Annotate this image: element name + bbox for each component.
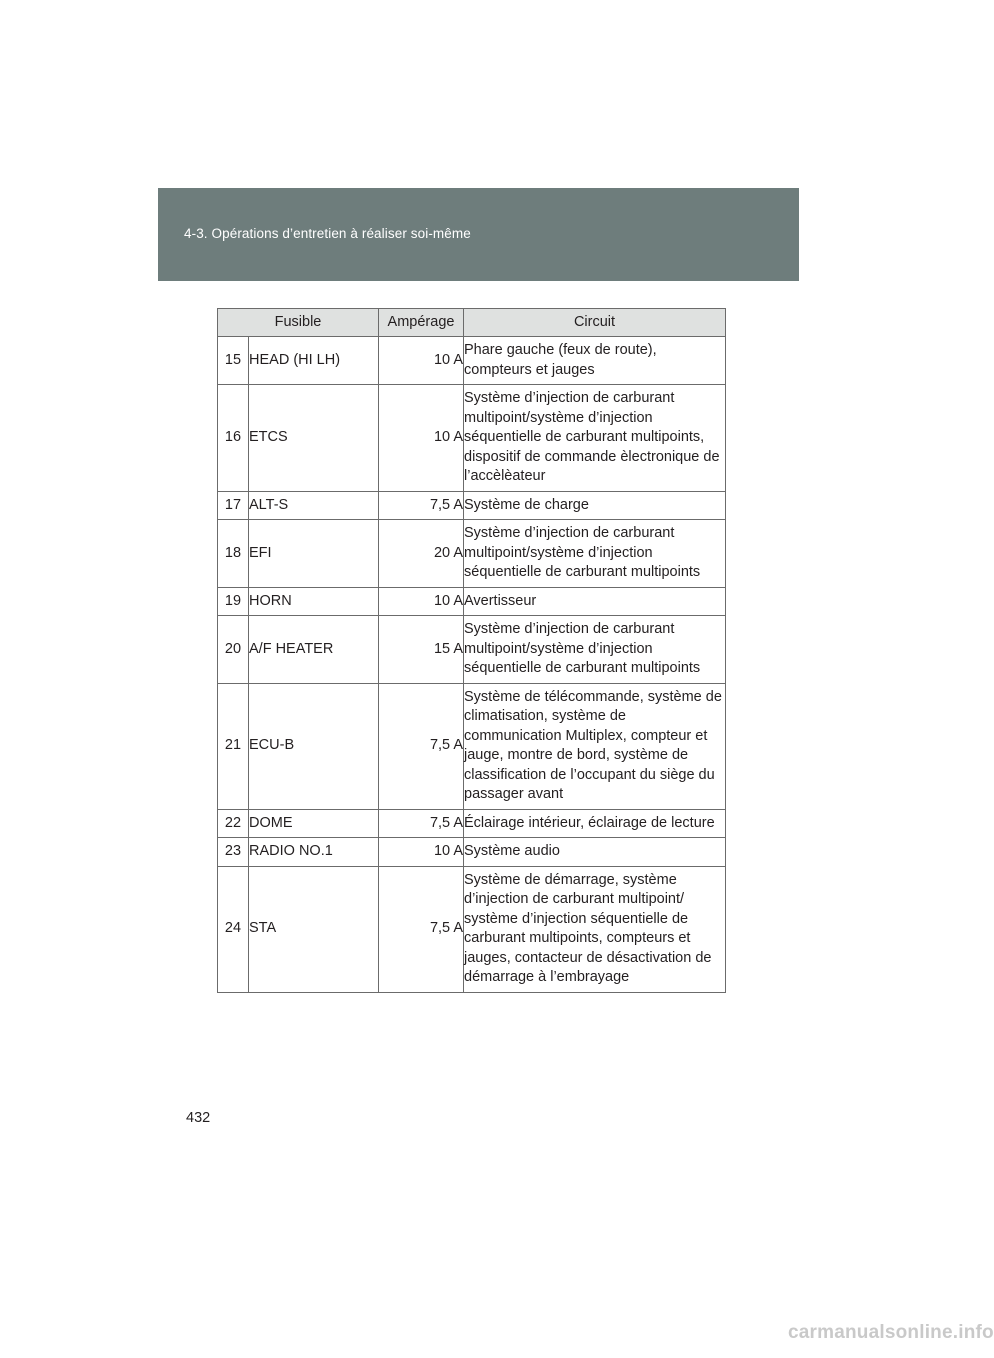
amperage-cell: 10 A: [379, 337, 464, 385]
table-row: [218, 491, 726, 520]
circuit-cell: Système audio: [464, 838, 726, 867]
amperage-cell: 15 A: [379, 616, 464, 684]
amperage-cell: 7,5 A: [379, 491, 464, 520]
fuse-name-cell: STA: [249, 866, 379, 992]
fuse-number-cell: 21: [218, 683, 249, 809]
circuit-cell: Phare gauche (feux de route), compteurs et jauges: [464, 337, 726, 385]
circuit-cell: Éclairage intérieur, éclairage de lecture: [464, 809, 726, 838]
circuit-cell: Système de charge: [464, 491, 726, 520]
fuse-number-cell: 18: [218, 520, 249, 588]
table-row: [218, 337, 726, 385]
fuse-name-cell: ETCS: [249, 385, 379, 492]
fuse-number-cell: 16: [218, 385, 249, 492]
column-header-fuse: Fusible: [218, 309, 379, 337]
table-row: [218, 866, 726, 992]
fuse-table: [217, 308, 726, 993]
fuse-name-cell: EFI: [249, 520, 379, 588]
circuit-cell: Système de télécommande, système de climatisation, système de communication Multiplex, compteur et jauge, montre de bord, système de classification de l’occupant du siège du passager avant: [464, 683, 726, 809]
section-title: 4-3. Opérations d’entretien à réaliser soi-même: [184, 226, 471, 241]
table-row: [218, 385, 726, 492]
circuit-cell: Système d’injection de carburant multipoint/système d’injection séquentielle de carburant multipoints, dispositif de commande èlectronique de l’accèlèateur: [464, 385, 726, 492]
fuse-name-cell: HORN: [249, 587, 379, 616]
fuse-name-cell: DOME: [249, 809, 379, 838]
fuse-number-cell: 19: [218, 587, 249, 616]
section-header: [158, 188, 799, 281]
circuit-cell: Système d’injection de carburant multipoint/système d’injection séquentielle de carburant multipoints: [464, 616, 726, 684]
fuse-number-cell: 23: [218, 838, 249, 867]
circuit-cell: Avertisseur: [464, 587, 726, 616]
amperage-cell: 7,5 A: [379, 683, 464, 809]
table-row: [218, 809, 726, 838]
fuse-number-cell: 22: [218, 809, 249, 838]
table-row: [218, 587, 726, 616]
circuit-cell: Système de démarrage, système d’injection de carburant multipoint/ système d’injection séquentielle de carburant multipoints, compteurs et jauges, contacteur de désactivation de démarrage à l’embrayage: [464, 866, 726, 992]
column-header-circuit: Circuit: [464, 309, 726, 337]
fuse-name-cell: ALT-S: [249, 491, 379, 520]
amperage-cell: 7,5 A: [379, 866, 464, 992]
table-row: [218, 520, 726, 588]
watermark: carmanualsonline.info: [788, 1322, 994, 1343]
table-row: [218, 616, 726, 684]
fuse-number-cell: 24: [218, 866, 249, 992]
table-header-row: [218, 309, 726, 337]
column-header-amperage: Ampérage: [379, 309, 464, 337]
fuse-name-cell: RADIO NO.1: [249, 838, 379, 867]
amperage-cell: 10 A: [379, 587, 464, 616]
fuse-name-cell: A/F HEATER: [249, 616, 379, 684]
amperage-cell: 10 A: [379, 838, 464, 867]
fuse-number-cell: 20: [218, 616, 249, 684]
circuit-cell: Système d’injection de carburant multipoint/système d’injection séquentielle de carburant multipoints: [464, 520, 726, 588]
fuse-number-cell: 15: [218, 337, 249, 385]
table-row: [218, 683, 726, 809]
amperage-cell: 10 A: [379, 385, 464, 492]
fuse-name-cell: ECU-B: [249, 683, 379, 809]
fuse-number-cell: 17: [218, 491, 249, 520]
page-number: 432: [186, 1110, 211, 1126]
fuse-name-cell: HEAD (HI LH): [249, 337, 379, 385]
amperage-cell: 7,5 A: [379, 809, 464, 838]
table-row: [218, 838, 726, 867]
amperage-cell: 20 A: [379, 520, 464, 588]
